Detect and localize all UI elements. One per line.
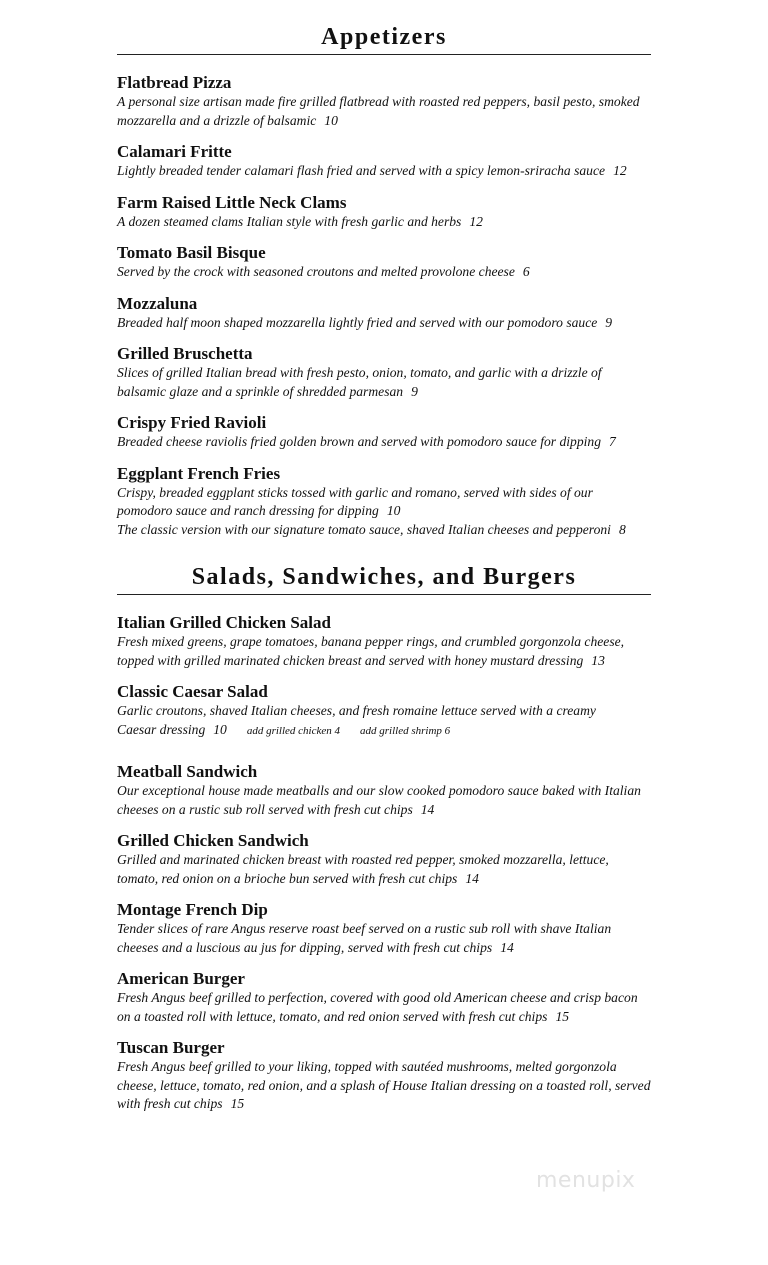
item-price: 7 [609, 434, 616, 449]
menu-item-flatbread-pizza [117, 73, 651, 130]
menu-item-montage-french-dip [117, 900, 651, 957]
item-name: Grilled Bruschetta [117, 344, 253, 363]
menu-item-crispy-fried-ravioli [117, 413, 651, 452]
item-description: Fresh Angus beef grilled to your liking, topped with sautéed mushrooms, melted gorgonzola cheese, lettuce, tomato, red onion, and a splash of House Italian dressing on a toasted roll, served with fresh cut chips 15 [117, 1059, 651, 1111]
menu-item-grilled-bruschetta [117, 344, 651, 401]
item-description: A personal size artisan made fire grilled flatbread with roasted red peppers, basil pesto, smoked mozzarella and a drizzle of balsamic 10 [117, 94, 640, 128]
menu-item-american-burger [117, 969, 651, 1026]
item-name: American Burger [117, 969, 245, 988]
item-price: 10 [386, 503, 401, 518]
menu-item-eggplant-french-fries [117, 464, 651, 540]
item-description: Crispy, breaded eggplant sticks tossed with garlic and romano, served with sides of our pomodoro sauce and ranch dressing for dipping 10 [117, 484, 593, 518]
menu-item-grilled-chicken-sandwich [117, 831, 651, 888]
menu-item-classic-caesar-salad [117, 682, 651, 740]
item-description: Fresh Angus beef grilled to perfection, covered with good old American cheese and crisp bacon on a toasted roll with lettuce, tomato, and red onion served with fresh cut chips 15 [117, 990, 638, 1024]
item-description: Slices of grilled Italian bread with fresh pesto, onion, tomato, and garlic with a drizzle of balsamic glaze and a sprinkle of shredded parmesan 9 [117, 365, 602, 399]
item-description: Served by the crock with seasoned croutons and melted provolone cheese 6 [117, 264, 530, 279]
item-description: Breaded cheese raviolis fried golden brown and served with pomodoro sauce for dipping 7 [117, 434, 616, 449]
item-name: Farm Raised Little Neck Clams [117, 192, 347, 212]
menu-item-calamari-fritte [117, 142, 651, 181]
classic-pizza-line: The classic version with our signature tomato sauce, shaved Italian cheeses and pepperoni 8 [117, 521, 626, 537]
item-price: 12 [613, 163, 627, 178]
item-price: 10 [324, 112, 338, 128]
item-price: 14 [420, 801, 435, 817]
item-name: Meatball Sandwich [117, 762, 258, 781]
item-price: 15 [230, 1096, 245, 1111]
item-name: Italian Grilled Chicken Salad [117, 613, 331, 632]
salads-sandwiches-burgers-section [117, 562, 651, 1114]
item-name: Eggplant French Fries [117, 463, 281, 483]
item-price: 13 [591, 652, 605, 668]
menu-item-little-neck-clams [117, 193, 651, 232]
item-description-end: Caesar dressing [117, 721, 206, 737]
addon-grilled-shrimp: add grilled shrimp 6 [360, 724, 451, 737]
item-description: Breaded half moon shaped mozzarella lightly fried and served with our pomodoro sauce 9 [117, 314, 613, 330]
item-name: Mozzaluna [117, 293, 198, 313]
menupix-watermark: menupix [536, 1168, 636, 1193]
item-name: Grilled Chicken Sandwich [117, 831, 309, 850]
item-description: Garlic croutons, shaved Italian cheeses, and fresh romaine lettuce served with a creamy [117, 703, 596, 718]
caesar-addons-row [117, 721, 651, 741]
addon-grilled-chicken: add grilled chicken 4 [246, 724, 341, 737]
item-name: Montage French Dip [117, 900, 268, 919]
item-name: Classic Caesar Salad [117, 682, 268, 701]
item-description: Lightly breaded tender calamari flash fried and served with a spicy lemon-sriracha sauce 12 [117, 163, 627, 178]
item-description: A dozen steamed clams Italian style with fresh garlic and herbs 12 [117, 213, 483, 229]
item-description: Fresh mixed greens, grape tomatoes, banana pepper rings, and crumbled gorgonzola cheese, topped with grilled marinated chicken breast and served with honey mustard dressing 13 [117, 634, 625, 668]
item-price: 10 [213, 721, 227, 737]
section-title-appetizers: Appetizers [117, 22, 651, 55]
item-name: Crispy Fried Ravioli [117, 413, 267, 432]
menu-item-mozzaluna [117, 294, 651, 333]
menu-item-tomato-basil-bisque [117, 243, 651, 282]
section-title-salads: Salads, Sandwiches, and Burgers [117, 562, 651, 595]
item-description: Grilled and marinated chicken breast with roasted red pepper, smoked mozzarella, lettuce, tomato, red onion on a brioche bun served with fresh cut chips 14 [117, 852, 609, 886]
item-price: 9 [411, 383, 418, 399]
item-price: 14 [465, 870, 479, 886]
item-price: 8 [618, 521, 626, 537]
appetizers-section [117, 22, 651, 539]
menu-item-italian-grilled-chicken-salad [117, 613, 651, 670]
item-price: 14 [500, 939, 514, 955]
item-name: Tomato Basil Bisque [117, 243, 266, 262]
item-name: Calamari Fritte [117, 142, 232, 161]
item-price: 12 [469, 213, 483, 229]
item-description: Our exceptional house made meatballs and our slow cooked pomodoro sauce baked with Italian cheeses on a rustic sub roll served with fresh cut chips 14 [117, 783, 641, 817]
item-price: 9 [605, 314, 613, 330]
item-description: Tender slices of rare Angus reserve roast beef served on a rustic sub roll with shave Italian cheeses and a luscious au jus for dipping, served with fresh cut chips 14 [117, 921, 612, 955]
item-name: Flatbread Pizza [117, 73, 232, 92]
item-name: Tuscan Burger [117, 1038, 225, 1057]
menu-item-tuscan-burger [117, 1038, 651, 1114]
item-price: 15 [555, 1008, 570, 1024]
menu-item-meatball-sandwich [117, 762, 651, 819]
item-price: 6 [522, 264, 530, 279]
